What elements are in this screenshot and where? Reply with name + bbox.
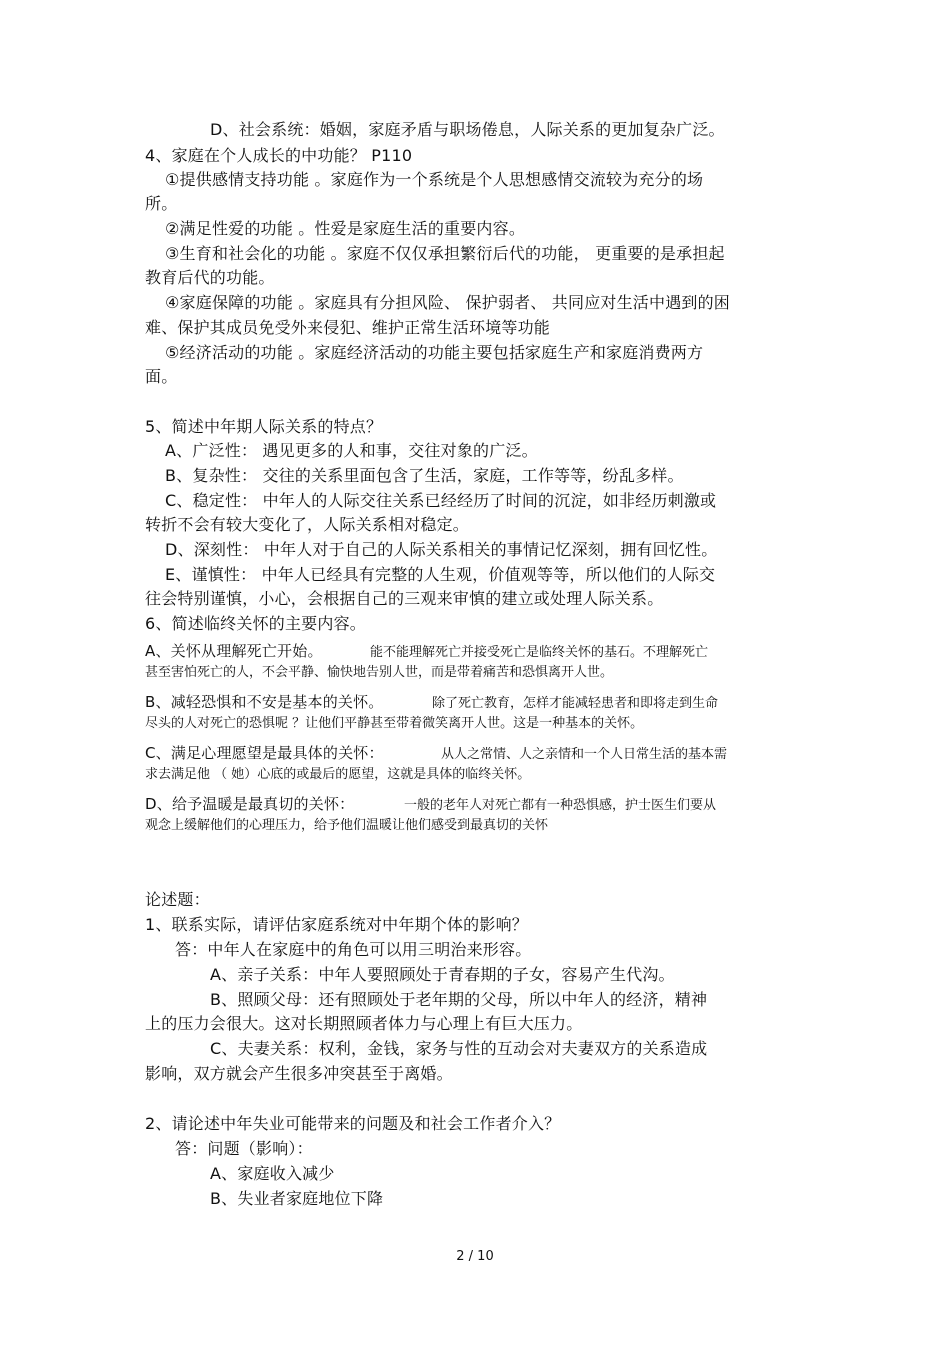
text-line: 尽头的人对死亡的恐惧呢 ？让他们平静甚至带着微笑离开人世。这是一种基本的关怀。 bbox=[145, 716, 644, 731]
text-line: 上的压力会很大。这对长期照顾者体力与心理上有巨大压力。 bbox=[145, 1014, 583, 1033]
text-line: 往会特别谨慎，小心，会根据自己的三观来审慎的建立或处理人际关系。 bbox=[145, 589, 664, 608]
text-line: A、亲子关系：中年人要照顾处于青春期的子女，容易产生代沟。 bbox=[210, 965, 675, 984]
text-line: ⑤经济活动的功能 。家庭经济活动的功能主要包括家庭生产和家庭消费两方 bbox=[165, 343, 704, 362]
text-line: D、深刻性： 中年人对于自己的人际关系相关的事情记忆深刻，拥有回忆性。 bbox=[165, 540, 718, 559]
text-line: 教育后代的功能。 bbox=[145, 268, 275, 287]
text-line: ②满足性爱的功能 。性爱是家庭生活的重要内容。 bbox=[165, 219, 526, 238]
text-line: ④家庭保障的功能 。家庭具有分担风险、 保护弱者、 共同应对生活中遇到的困 bbox=[165, 293, 731, 312]
care-item-body: 除了死亡教育，怎样才能减轻患者和即将走到生命 bbox=[432, 696, 719, 711]
question-heading: 2、请论述中年失业可能带来的问题及和社会工作者介入？ bbox=[145, 1114, 561, 1133]
text-line: 所。 bbox=[145, 194, 178, 213]
question-heading: 5、简述中年期人际关系的特点？ bbox=[145, 417, 383, 436]
question-heading: 6、简述临终关怀的主要内容。 bbox=[145, 614, 366, 633]
text-line: 观念上缓解他们的心理压力，给予他们温暖让他们感受到最真切的关怀 bbox=[145, 818, 549, 833]
text-line: C、稳定性： 中年人的人际交往关系已经经历了时间的沉淀，如非经历刺激或 bbox=[165, 491, 717, 510]
text-line: B、复杂性： 交往的关系里面包含了生活，家庭，工作等等，纷乱多样。 bbox=[165, 466, 684, 485]
text-line: ①提供感情支持功能 。家庭作为一个系统是个人思想感情交流较为充分的场 bbox=[165, 170, 704, 189]
page-number: 2 / 10 bbox=[456, 1249, 494, 1264]
question-heading: 4、家庭在个人成长的中功能？ P110 bbox=[145, 146, 413, 165]
care-item-body: 从人之常情、人之亲情和一个人日常生活的基本需 bbox=[441, 747, 728, 762]
text-line: C、夫妻关系：权利，金钱，家务与性的互动会对夫妻双方的关系造成 bbox=[210, 1039, 708, 1058]
care-item-heading: C、满足心理愿望是最具体的关怀： bbox=[145, 744, 384, 762]
care-item-heading: A、关怀从理解死亡开始。 bbox=[145, 642, 323, 660]
text-line: B、照顾父母：还有照顾处于老年期的父母，所以中年人的经济，精神 bbox=[210, 990, 708, 1009]
text-line: E、谨慎性： 中年人已经具有完整的人生观，价值观等等，所以他们的人际交 bbox=[165, 565, 716, 584]
text-line: 影响，双方就会产生很多冲突甚至于离婚。 bbox=[145, 1064, 453, 1083]
care-item-body: 一般的老年人对死亡都有一种恐惧感，护士医生们要从 bbox=[404, 798, 717, 813]
question-heading: 1、联系实际，请评估家庭系统对中年期个体的影响？ bbox=[145, 915, 528, 934]
text-line: B、失业者家庭地位下降 bbox=[210, 1189, 384, 1208]
text-line: 甚至害怕死亡的人，不会平静、愉快地告别人世，而是带着痛苦和恐惧离开人世。 bbox=[145, 665, 614, 680]
text-line: ③生育和社会化的功能 。家庭不仅仅承担繁衍后代的功能， 更重要的是承担起 bbox=[165, 244, 725, 263]
text-line: 面。 bbox=[145, 367, 178, 386]
care-item-heading: B、减轻恐惧和不安是基本的关怀。 bbox=[145, 693, 384, 711]
care-item-body: 能不能理解死亡并接受死亡是临终关怀的基石。不理解死亡 bbox=[370, 645, 709, 660]
text-line: A、家庭收入减少 bbox=[210, 1164, 335, 1183]
text-line: 答：中年人在家庭中的角色可以用三明治来形容。 bbox=[175, 940, 532, 959]
section-heading: 论述题： bbox=[145, 890, 210, 909]
text-line: 答：问题（影响）： bbox=[175, 1139, 313, 1158]
text-line: D、社会系统：婚姻，家庭矛盾与职场倦息，人际关系的更加复杂广泛。 bbox=[210, 120, 725, 139]
care-item-heading: D、给予温暖是最真切的关怀： bbox=[145, 795, 355, 813]
text-line: 转折不会有较大变化了，人际关系相对稳定。 bbox=[145, 515, 470, 534]
text-line: 求去满足他 （ 她）心底的或最后的愿望，这就是具体的临终关怀。 bbox=[145, 767, 531, 782]
text-line: A、广泛性： 遇见更多的人和事，交往对象的广泛。 bbox=[165, 441, 538, 460]
text-line: 难、保护其成员免受外来侵犯、维护正常生活环境等功能 bbox=[145, 318, 551, 337]
